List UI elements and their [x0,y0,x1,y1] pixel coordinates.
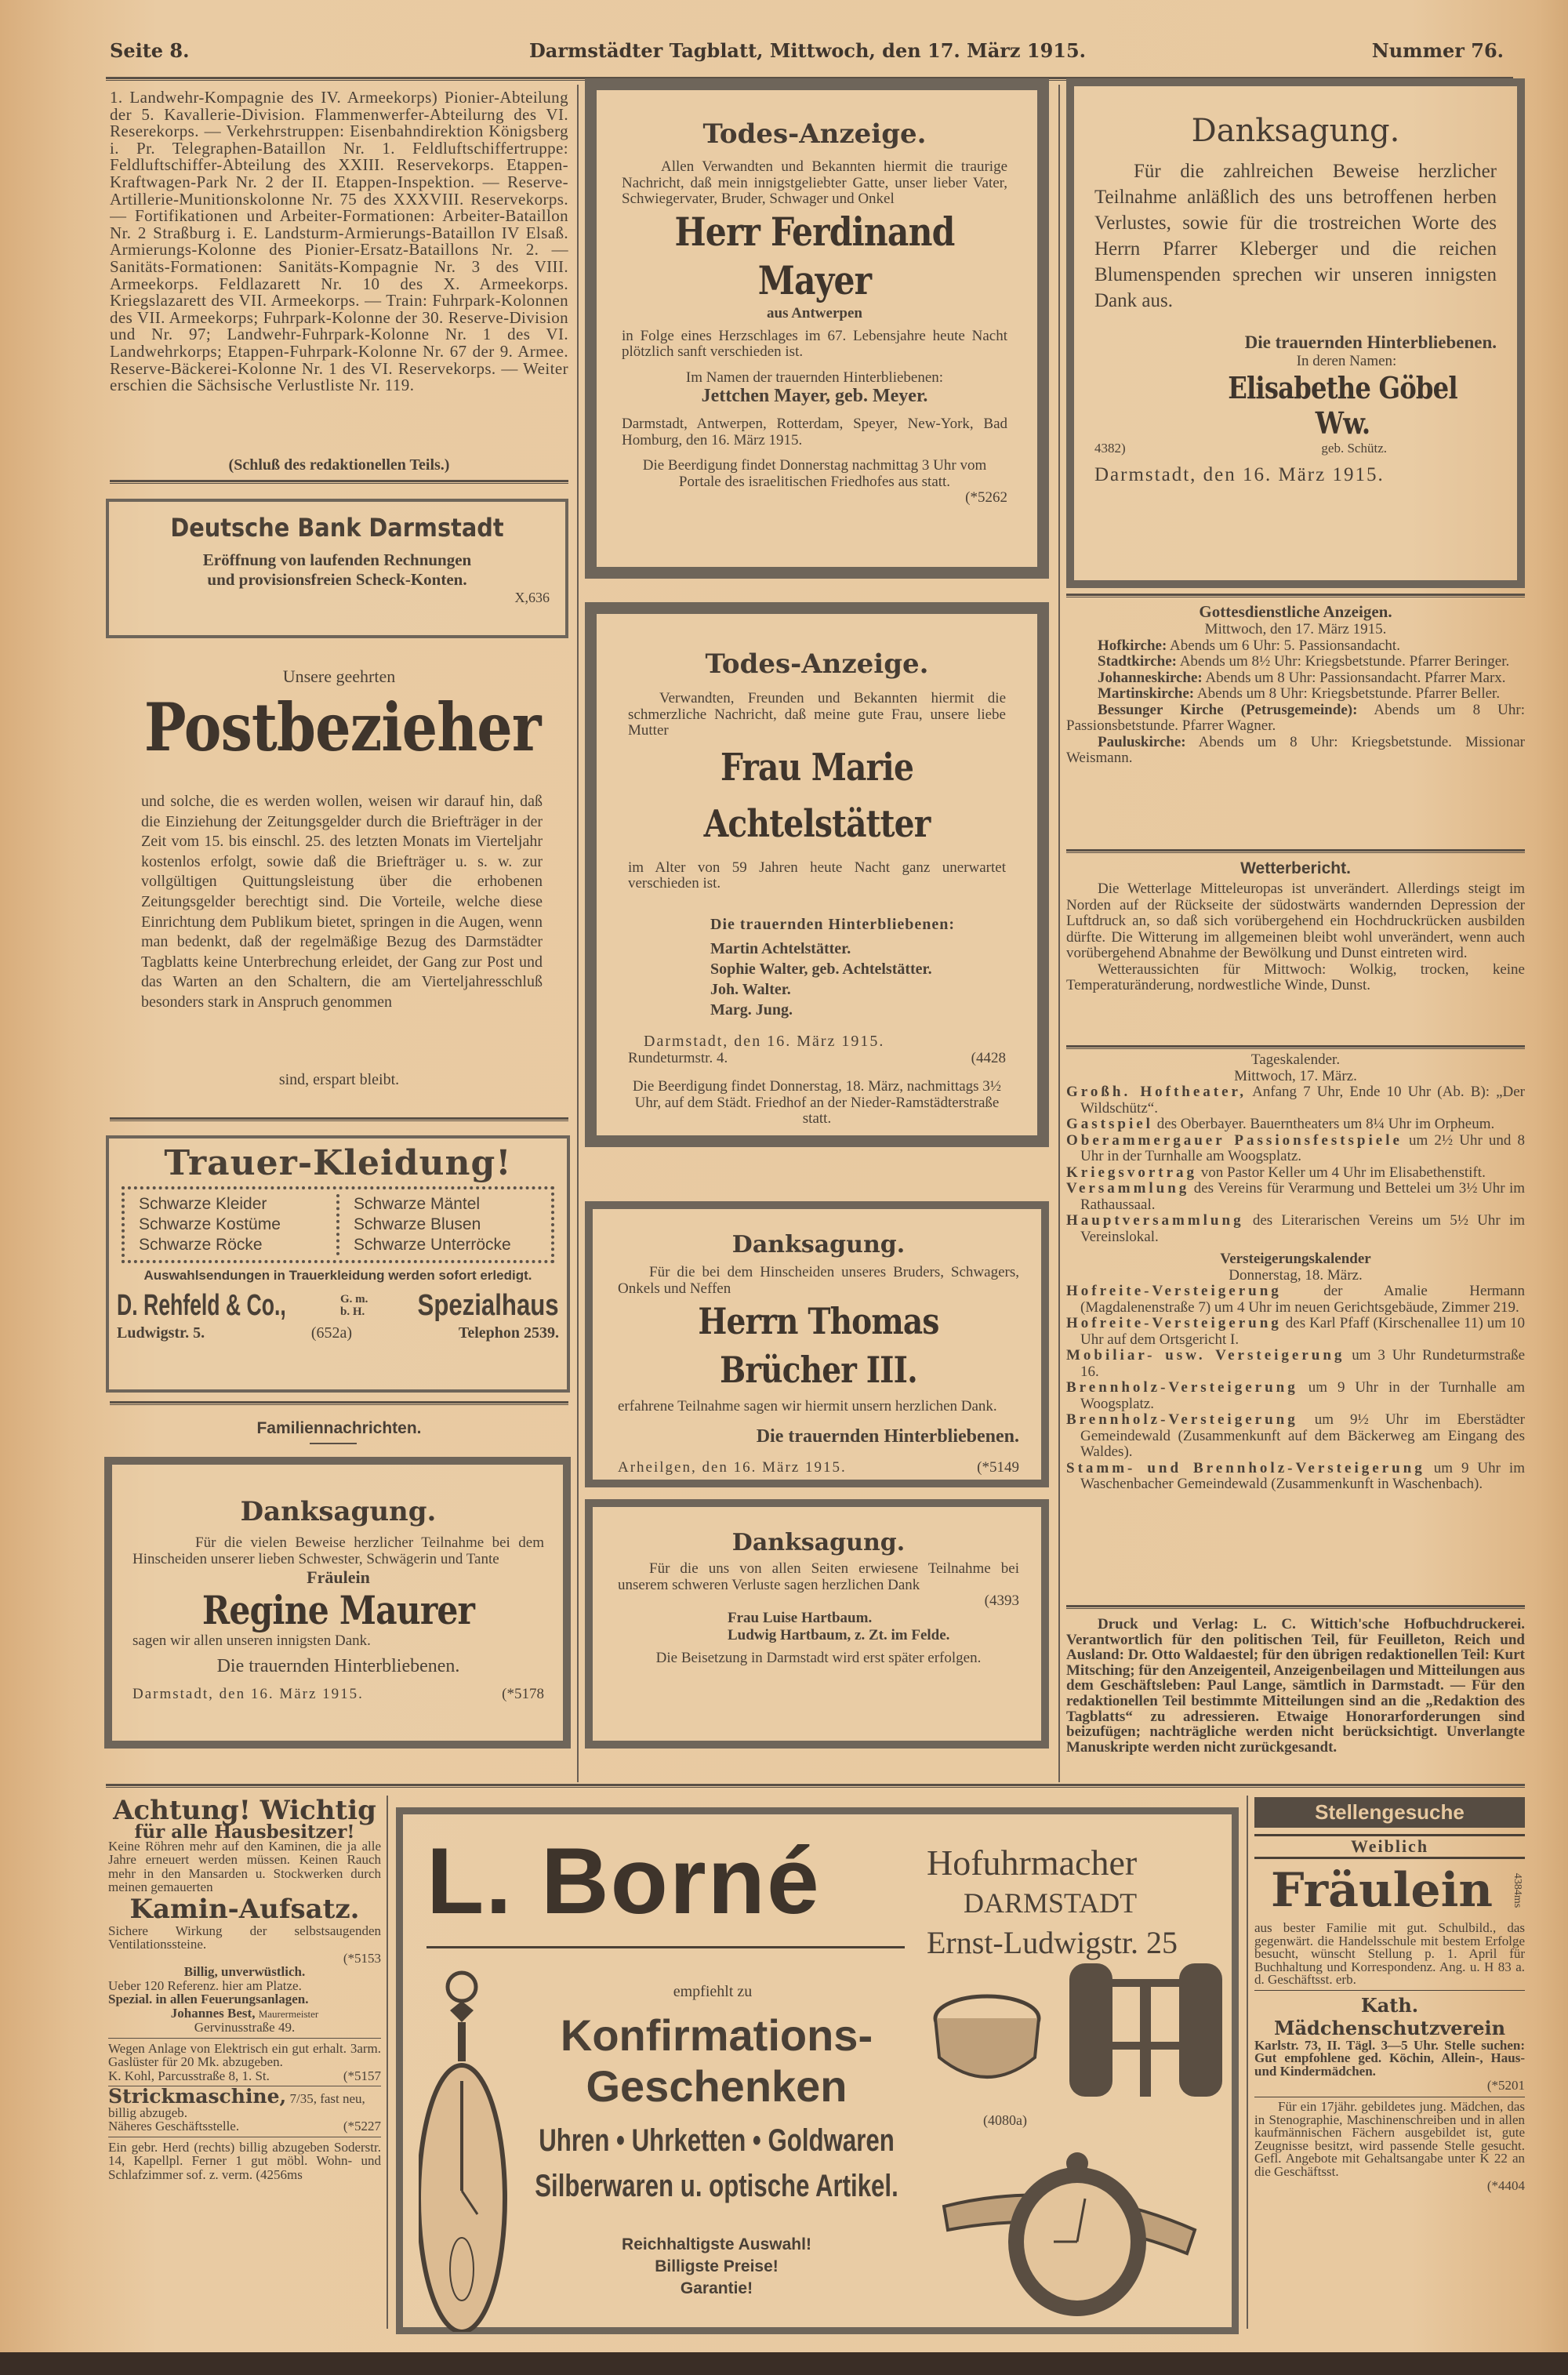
borne-trade: Hofuhrmacher [927,1843,1138,1883]
section-date: Mittwoch, 17. März. [1234,1067,1357,1084]
borne-slogan: Garantie! [680,2279,753,2297]
clothing-list [122,1186,554,1263]
post-pre: Unsere geehrten [282,666,396,686]
church-name: Pauluskirche: [1098,733,1186,750]
notice-title: Danksagung. [240,1496,437,1527]
column-rule [577,85,579,1782]
funeral-note: Die Beerdigung findet Donnerstag nachmittag 3 Uhr vom Portale des israelitischen Friedhofes aus statt. [642,457,987,490]
deutsche-bank-ad [106,499,568,638]
calendar-entry [1066,1084,1525,1117]
club-name: Kath. Mädchenschutzverein [1273,1993,1506,2039]
notice-street: Rundeturmstr. 4. [628,1049,728,1066]
entry-lead: Hauptversammlung [1066,1212,1244,1229]
entry-lead: Brennholz-Versteigerung [1066,1411,1298,1428]
clothing-item: Schwarze Kleider [139,1195,267,1213]
borne-street: Ernst-Ludwigstr. 25 [927,1925,1178,1960]
notice-text: Verwandten, Freunden und Bekannten hiermit die schmerzliche Nachricht, daß meine gute Frau, unsere liebe Mutter [628,690,1006,739]
notice-place: Darmstadt, den 16. März 1915. [644,1032,885,1050]
deceased-origin: aus Antwerpen [767,304,862,321]
signer: Jettchen Mayer, geb. Meyer. [701,386,928,406]
sign-pre: In deren Namen: [1296,353,1397,369]
ad-code: 4382) [1094,441,1126,456]
borne-line1: Konfirmations- [560,2010,873,2060]
firm-name: D. Rehfeld & Co., [117,1288,286,1322]
product-name: Kamin-Aufsatz. [129,1893,360,1925]
war-losses-text: 1. Landwehr-Kompagnie des IV. Armeekorps) Pionier-Abteilung der 5. Kavallerie-Division. Flammenwerfer-Abteilurng des VI. Reserekorps. — Verkehrstruppen: Eisenbahndirektion Königsberg i. Pr. Telegraphen-Bataillon Nr. 1. Feldluftschiffertruppe: Feldluftschiffer-Abteilung des XXIII. Reservekorps. Etappen-Kraftwagen-Park Nr. 2 der II. Etappen-Inspektion. — Reserve-Artillerie-Munitionskolonne Nr. 75 des XXXVIII. Reservekorps. — Fortifikationen und Arbeiter-Formationen: Arbeiter-Bataillon Nr. 2 Straßburg i. E. Landsturm-Armierungs-Bataillon IV Elsaß. Armierungs-Kolonne des Pionier-Ersatz-Bataillons Nr. 2. — Sanitäts-Formationen: Sanitäts-Kompagnie Nr. 3 des VIII. Armeekorps. Feldlazarett Nr. 10 des X. Armeekorps. Kriegslazarett des VII. Armeekorps. — Train: Fuhrpark-Kolonnen des VII. Armeekorps; Fuhrpark-Kolonne der 30. Reserve-Division und Nr. 97; Landwehr-Fuhrpark-Kolonne Nr. 1 des VI. Landwehrkorps; Etappen-Fuhrpark-Kolonne Nr. 67 der 9. Armee. Reserve-Bäckerei-Kolonne Nr. 1 des VI. Reservekorps. — Weiter erschien die Sächsische Verlustliste Nr. 119. [110,89,568,395]
divider [310,1443,357,1444]
church-entry [1066,670,1525,687]
borne-name: L. Borné [426,1828,821,1934]
knit-title: Strickmaschine, [108,2085,287,2108]
notice-place: Arheilgen, den 16. März 1915. [618,1458,847,1476]
binoculars-icon [1062,1956,1234,2112]
section-title: Gottesdienstliche Anzeigen. [1199,602,1392,621]
mayer-death-notice [585,78,1049,579]
borne-goods2: Silberwaren u. optische Artikel. [535,2169,898,2203]
church-time: Abends um 8 Uhr: Kriegsbetstunde. Pfarrer Beller. [1196,685,1501,702]
signer: Marg. Jung. [710,1000,793,1019]
issue-number: Nummer 76. [1371,39,1504,62]
entry-text: des Vereins für Verarmung und Bettelei um 3½ Uhr im Rathaussaal. [1080,1180,1526,1213]
deceased-name: Herrn Thomas Brücher III. [698,1300,939,1391]
clothing-item: Schwarze Röcke [139,1236,263,1254]
entry-lead: Hofreite-Versteigerung [1066,1283,1282,1299]
divider [110,1117,568,1121]
ad-code: X,636 [514,590,550,605]
ad-code: (652a) [310,1324,353,1342]
notice-text: Für die bei dem Hinscheiden unseres Bruders, Schwagers, Onkels und Neffen [618,1264,1019,1297]
church-time: Abends um 8 Uhr: Kriegsbetstunde. Missionar Weismann. [1066,733,1525,766]
day-calendar [1066,1052,1525,1493]
signer: Martin Achtelstätter. [710,939,851,957]
entry-text: um 3 Uhr Rundeturmstraße 16. [1080,1347,1526,1380]
ad-code: 4384ms [1512,1872,1523,1908]
masthead-line: Darmstädter Tagblatt, Mittwoch, den 17. März 1915. [528,39,1087,62]
bank-sub1: Eröffnung von laufenden Rechnungen [202,550,472,569]
church-name: Stadtkirche: [1098,653,1177,670]
clothing-item: Schwarze Unterröcke [354,1236,511,1254]
ad-code: (4393 [984,1592,1019,1609]
auction-entry [1066,1461,1525,1493]
notice-title: Danksagung. [1191,113,1400,149]
job-title: Fräulein [1270,1863,1494,1918]
entry-text: um 9½ Uhr im Eberstädter Gemeindewald (Zusammenkunft auf dem Bäckerweg am Eingang des Waldes). [1080,1411,1525,1460]
gmbh: b. H. [340,1306,365,1318]
achtung-refs: Ueber 120 Referenz. hier am Platze. [108,1977,302,1993]
entry-lead: Großh. Hoftheater, [1066,1084,1247,1100]
borne-line2: Geschenken [586,2061,848,2111]
church-notices [1066,602,1525,767]
wristwatch-icon [936,2144,1203,2324]
signer: Sophie Walter, geb. Achtelstätter. [710,960,932,978]
page-number: Seite 8. [110,39,190,62]
firm-phone: Telephon 2539. [458,1324,559,1342]
divider [1066,1045,1525,1049]
clothing-item: Schwarze Blusen [354,1215,481,1233]
bank-sub2: und provisionsfreien Scheck-Konten. [207,570,467,589]
divider [110,1401,568,1405]
page-edge [0,2352,1568,2375]
church-name: Hofkirche: [1098,637,1167,654]
sign-pre: Im Namen der trauernden Hinterbliebenen: [685,369,944,386]
achtung-sub: für alle Hausbesitzer! [134,1821,355,1843]
family-news-heading: Familiennachrichten. [256,1419,422,1437]
notice-place: Darmstadt, den 16. März 1915. [132,1685,364,1702]
church-name: Johanneskirche: [1098,669,1203,686]
deceased-name: Frau Marie Achtelstätter [703,745,931,846]
ad-code: (*5178 [502,1685,544,1702]
ad-code: (*4404 [1486,2178,1525,2193]
spezialhaus: Spezialhaus [417,1288,559,1322]
divider [426,1946,905,1948]
post-last: sind, erspart bleibt. [278,1071,400,1088]
borne-recommend: empfiehlt zu [673,1983,753,2000]
borne-slogan: Billigste Preise! [655,2257,779,2275]
weather-text: Die Wetterlage Mitteleuropas ist unverändert. Allerdings steigt im Norden auf der Rückseite der südostwärts wandernden Depression der Luftdruck an, so daß sich vorübergehend ein Hochdruckrücken ausbilden dürfte. Die Witterung im allgemeinen bleibt wohl unverändert, wenn auch vorübergehend Abnahme der Bewölkung und Dunst eintreten wird. [1066,881,1525,961]
notice-place: Darmstadt, den 16. März 1915. [1094,464,1385,485]
maurer-notice [104,1457,571,1749]
church-time: Abends um 6 Uhr: 5. Passionsandacht. [1170,637,1400,654]
notice-thanks: sagen wir allen unseren innigsten Dank. [132,1632,371,1649]
auction-title: Versteigerungskalender [1220,1251,1371,1267]
borne-slogan: Reichhaltigste Auswahl! [622,2235,811,2253]
church-entry [1066,703,1525,735]
entry-lead: Brennholz-Versteigerung [1066,1379,1298,1396]
entry-lead: Gastspiel [1066,1116,1153,1132]
church-entry [1066,654,1525,670]
notice-text: Allen Verwandten und Bekannten hiermit die traurige Nachricht, daß mein innigstgeliebter Gatte, unser lieber Vater, Schwiegervater, Bruder, Schwager und Onkel [622,158,1007,207]
divider [1066,849,1525,853]
auction-entry [1066,1348,1525,1380]
notice-text: Für die uns von allen Seiten erwiesene Teilnahme bei unserem schweren Verluste sagen herzlichen Dank [618,1560,1019,1593]
ad-code: (*5227 [343,2119,381,2134]
ad-code: (*5201 [1486,2078,1525,2093]
divider [1066,1605,1525,1609]
notice-title: Todes-Anzeige. [705,648,929,680]
advertiser-street: Gervinusstraße 49. [194,2020,296,2035]
auction-date: Donnerstag, 18. März. [1229,1266,1363,1284]
gas-ad-text: Wegen Anlage von Elektrisch ein gut erhalt. 3arm. Gaslüster für 20 Mk. abzugeben. [108,2040,381,2069]
calendar-entry [1066,1181,1525,1213]
goebel-thanks-notice [1066,78,1525,588]
deceased-name: Regine Maurer [201,1587,475,1633]
funeral-note: Die Beerdigung findet Donnerstag, 18. März, nachmittags 3½ Uhr, auf dem Städt. Friedhof an der Nieder-Ramstädterstraße statt. [632,1078,1002,1127]
signer-name: Elisabethe Göbel Ww. [1228,370,1457,441]
divider [106,1784,1525,1788]
church-entry [1066,638,1525,655]
forecast-text: Wolkig, trocken, keine Temperaturänderung, nordwestliche Winde, Dunst. [1066,961,1525,993]
weather-report [1066,859,1525,994]
calendar-entry [1066,1165,1525,1182]
column-rule [387,1796,388,2329]
section-date: Mittwoch, den 17. März 1915. [1204,621,1387,637]
entry-text: des Literarischen Vereins um 5½ Uhr im Vereinslokal. [1080,1212,1526,1245]
signer-born: geb. Schütz. [1321,441,1387,456]
herd-ad-text: Ein gebr. Herd (rechts) billig abzugeben Soderstr. 14, Kapellpl. Ferner 1 gut möbl. Wohn- und Schlafzimmer sof. z. verm. (4256ms [108,2139,381,2182]
bruecher-thanks-notice [585,1201,1049,1487]
calendar-entry [1066,1133,1525,1165]
achtung-cheap: Billig, unverwüstlich. [183,1964,306,1979]
clothing-item: Schwarze Mäntel [354,1195,481,1213]
sign-pre: Die trauernden Hinterbliebenen: [710,915,956,933]
job-text: aus bester Familie mit gut. Schulbild., das gegenwärt. die Handelsschule mit bestem Erfolge besucht, wünscht Stellung p. 1. April für Buchhaltung und Korrespondenz. Ang. u. H 83 a. d. Geschäftsst. erb. [1254,1920,1525,1987]
notice-signed: Die trauernden Hinterbliebenen. [756,1425,1019,1447]
pocket-watch-icon [419,1963,513,2332]
knit-text: 7/35, fast neu, billig abzugeb. [108,2091,365,2120]
notice-title: Danksagung. [731,1231,906,1258]
classified-column [108,1796,381,2181]
achtung-text: Keine Röhren mehr auf den Kaminen, die ja alle Jahre erneuert werden müssen. Keinen Rauch mehr in den Mansarden u. Stockwerken durch meinen gemauerten [108,1838,381,1894]
hartbaum-thanks-notice [585,1499,1049,1749]
ring-icon [928,1987,1046,2089]
signer: Frau Luise Hartbaum. [728,1609,873,1626]
entry-lead: Oberammergauer Passionsfestspiele [1066,1131,1403,1149]
trauer-title: Trauer-Kleidung! [164,1143,512,1183]
notice-text2: in Folge eines Herzschlages im 67. Lebensjahre heute Nacht plötzlich sanft verschieden ist. [622,327,1007,360]
church-time: Abends um 8½ Uhr: Kriegsbetstunde. Pfarrer Beringer. [1179,653,1510,670]
knit-note: Näheres Geschäftsstelle. [108,2119,240,2134]
church-entry [1066,735,1525,767]
firm-address: Ludwigstr. 5. [117,1324,205,1342]
notice-text: Für die zahlreichen Beweise herzlicher Teilnahme anläßlich des uns betroffenen herben Verlustes, sowie für die trostreichen Worte des Herrn Pfarrer Kleberger und die reichen Blumenspenden sprechen wir unseren innigsten Dank aus. [1094,161,1497,311]
notice-text: Für die vielen Beweise herzlicher Teilnahme bei dem Hinscheiden unserer lieben Schwester, Schwägerin und Tante [132,1534,544,1567]
signer: Joh. Walter. [710,980,791,998]
entry-lead: Stamm- und Brennholz-Versteigerung [1066,1459,1425,1476]
notice-title: Danksagung. [731,1529,906,1556]
entry-text: um 9 Uhr im Waschenbacher Gemeindewald (Zusammenkunft in Waschenbach). [1080,1459,1525,1492]
entry-text: um 9 Uhr in der Turnhalle am Woogsplatz. [1080,1379,1525,1412]
weather-forecast [1066,962,1525,994]
ad-code: (4080a) [983,2112,1027,2128]
gmbh: G. m. [340,1293,368,1306]
notice-pre: Fräulein [307,1567,370,1587]
church-time: Abends um 8 Uhr: Passionsandacht. Pfarrer Marx. [1205,669,1506,686]
notice-text2: erfahrene Teilnahme sagen wir hiermit unsern herzlichen Dank. [618,1398,997,1414]
entry-lead: Kriegsvortrag [1066,1164,1198,1181]
auction-entry [1066,1380,1525,1412]
achtung-title: Achtung! Wichtig [113,1795,376,1826]
entry-text: um 2½ Uhr und 8 Uhr in der Turnhalle am Woogsplatz. [1080,1131,1526,1164]
post-title: Postbezieher [143,688,541,766]
calendar-entry [1066,1213,1525,1245]
gas-ad-addr: K. Kohl, Parcusstraße 8, 1. St. [108,2068,270,2083]
borne-ad [396,1807,1239,2334]
jobs-sub: Weiblich [1350,1836,1429,1856]
entry-text: des Karl Pfaff (Kirschenallee 11) um 10 Uhr auf dem Ortsgericht I. [1080,1315,1526,1348]
post-text: und solche, die es werden wollen, weisen wir darauf hin, daß die Einziehung der Zeitungsgelder durch die Briefträger in der Zeit vom 15. bis einschl. 25. des letzten Monats im Vierteljahr kostenlos erfolgt, sowie daß die Briefträger u. s. w. zur vollgültigen Quittungsleistung über die erhobenen Zeitungsgelder berechtigt sind. Die Vorteile, welche diese Einrichtung dem Publikum bietet, springen in die Augen, wenn man bedenkt, daß der regelmäßige Bezug des Darmstädter Tagblatts keine Unterbrechung erleidet, der Gang zur Post und das Warten an den Schaltern, die am Vierteljahresschluß besonders stark in Anspruch genommen [141,793,543,1011]
notice-text2: im Alter von 59 Jahren heute Nacht ganz unerwartet verschieden ist. [628,859,1006,892]
notice-places: Darmstadt, Antwerpen, Rotterdam, Speyer, New-York, Bad Homburg, den 16. März 1915. [622,416,1007,448]
church-name: Martinskirche: [1098,685,1195,702]
ad-code: (*5157 [343,2068,381,2083]
entry-lead: Hofreite-Versteigerung [1066,1315,1282,1331]
calendar-entry [1066,1117,1525,1133]
ad-code: (*5153 [343,1950,381,1966]
entry-lead: Mobiliar- usw. Versteigerung [1066,1347,1345,1364]
ad-code: (*5262 [965,489,1007,506]
notice-title: Todes-Anzeige. [702,118,927,150]
job-text2: Für ein 17jähr. gebildetes jung. Mädchen, das in Stenographie, Maschinenschreiben und in allen kaufmännischen Fächern ausgebildet ist, gute Zeugnisse besitzt, wird passende Stelle gesucht. Gefl. Angebote mit Gehaltsangabe unter K 22 an die Geschäftsst. [1254,2099,1525,2179]
divider [110,480,568,484]
achtung-spec: Spezial. in allen Feuerungsanlagen. [108,1992,309,2006]
notice-signed: Die trauernden Hinterbliebenen. [1244,332,1497,352]
signer: Ludwig Hartbaum, z. Zt. im Felde. [728,1626,950,1643]
auction-entry [1066,1412,1525,1461]
achtelstaetter-death-notice [585,602,1049,1147]
entry-lead: Versammlung [1066,1180,1190,1197]
club-text: Karlstr. 73, II. Tägl. 3—5 Uhr. Stelle suchen: Gut empfohlene ged. Köchin, Allein-, Haus- und Kindermädchen. [1254,2037,1525,2079]
ad-code: (*5149 [977,1458,1019,1476]
trauer-kleidung-ad [106,1135,570,1393]
bank-title: Deutsche Bank Darmstadt [170,513,504,543]
job-ads [1254,1797,1525,2194]
advertiser-trade: Maurermeister [258,2007,319,2020]
church-entry [1066,686,1525,703]
section-title: Wetterbericht. [1240,859,1351,877]
deceased-name: Herr Ferdinand Mayer [674,208,955,303]
borne-goods1: Uhren • Uhrketten • Goldwaren [539,2123,895,2158]
editorial-end-note: (Schluß des redaktionellen Teils.) [228,456,450,474]
achtung-text2: Sichere Wirkung der selbstsaugenden Ventilationssteine. [108,1923,381,1952]
entry-text: Anfang 7 Uhr, Ende 10 Uhr (Ab. B): „Der Wildschütz“. [1080,1084,1525,1117]
divider [1066,594,1525,597]
advertiser-name: Johannes Best, [170,2005,256,2021]
church-time: Abends um 8 Uhr: Passionsbetstunde. Pfarrer Wagner. [1066,701,1525,734]
notice-note: Die Beisetzung in Darmstadt wird erst später erfolgen. [655,1649,982,1666]
trauer-note: Auswahlsendungen in Trauerkleidung werden sofort erledigt. [143,1268,532,1283]
column-rule [1247,1796,1248,2329]
auction-entry [1066,1316,1525,1348]
auction-entry [1066,1284,1525,1316]
entry-text: des Oberbayer. Bauerntheaters um 8¼ Uhr im Orpheum. [1156,1116,1495,1132]
clothing-item: Schwarze Kostüme [139,1215,281,1233]
column-rule [1058,85,1060,1782]
ad-code: (4428 [971,1049,1006,1066]
borne-city: DARMSTADT [964,1887,1138,1919]
church-name: Bessunger Kirche (Petrusgemeinde): [1098,701,1358,718]
notice-signed: Die trauernden Hinterbliebenen. [216,1655,460,1676]
jobs-banner: Stellengesuche [1254,1797,1525,1828]
imprint: Druck und Verlag: L. C. Wittich'sche Hofbuchdruckerei. Verantwortlich für den politischen Teil, für Feuilleton, Reich und Ausland: Dr. Otto Waldaestel; für den übrigen redaktionellen Teil: Kurt Mitsching; für den Anzeigenteil, Anzeigenbeilagen und Mitteilungen aus dem Geschäftsleben: Paul Lange, sämtlich in Darmstadt. — Für den redaktionellen Teil bestimmte Mitteilungen sind an die „Redaktion des Tagblatts“ zu adressieren. Etwaige Honorarforderungen sind beizufügen; nachträgliche werden nicht berücksichtigt. Unverlangte Manuskripte werden nicht zurückgesandt. [1066,1616,1525,1756]
entry-text: von Pastor Keller um 4 Uhr im Elisabethenstift. [1200,1164,1486,1181]
entry-text: der Amalie Hermann (Magdalenenstraße 7) um 4 Uhr im neuen Gerichtsgebäude, Zimmer 219. [1080,1283,1525,1316]
section-title: Tageskalender. [1250,1051,1341,1068]
forecast-label: Wetteraussichten für Mittwoch: [1098,961,1327,978]
